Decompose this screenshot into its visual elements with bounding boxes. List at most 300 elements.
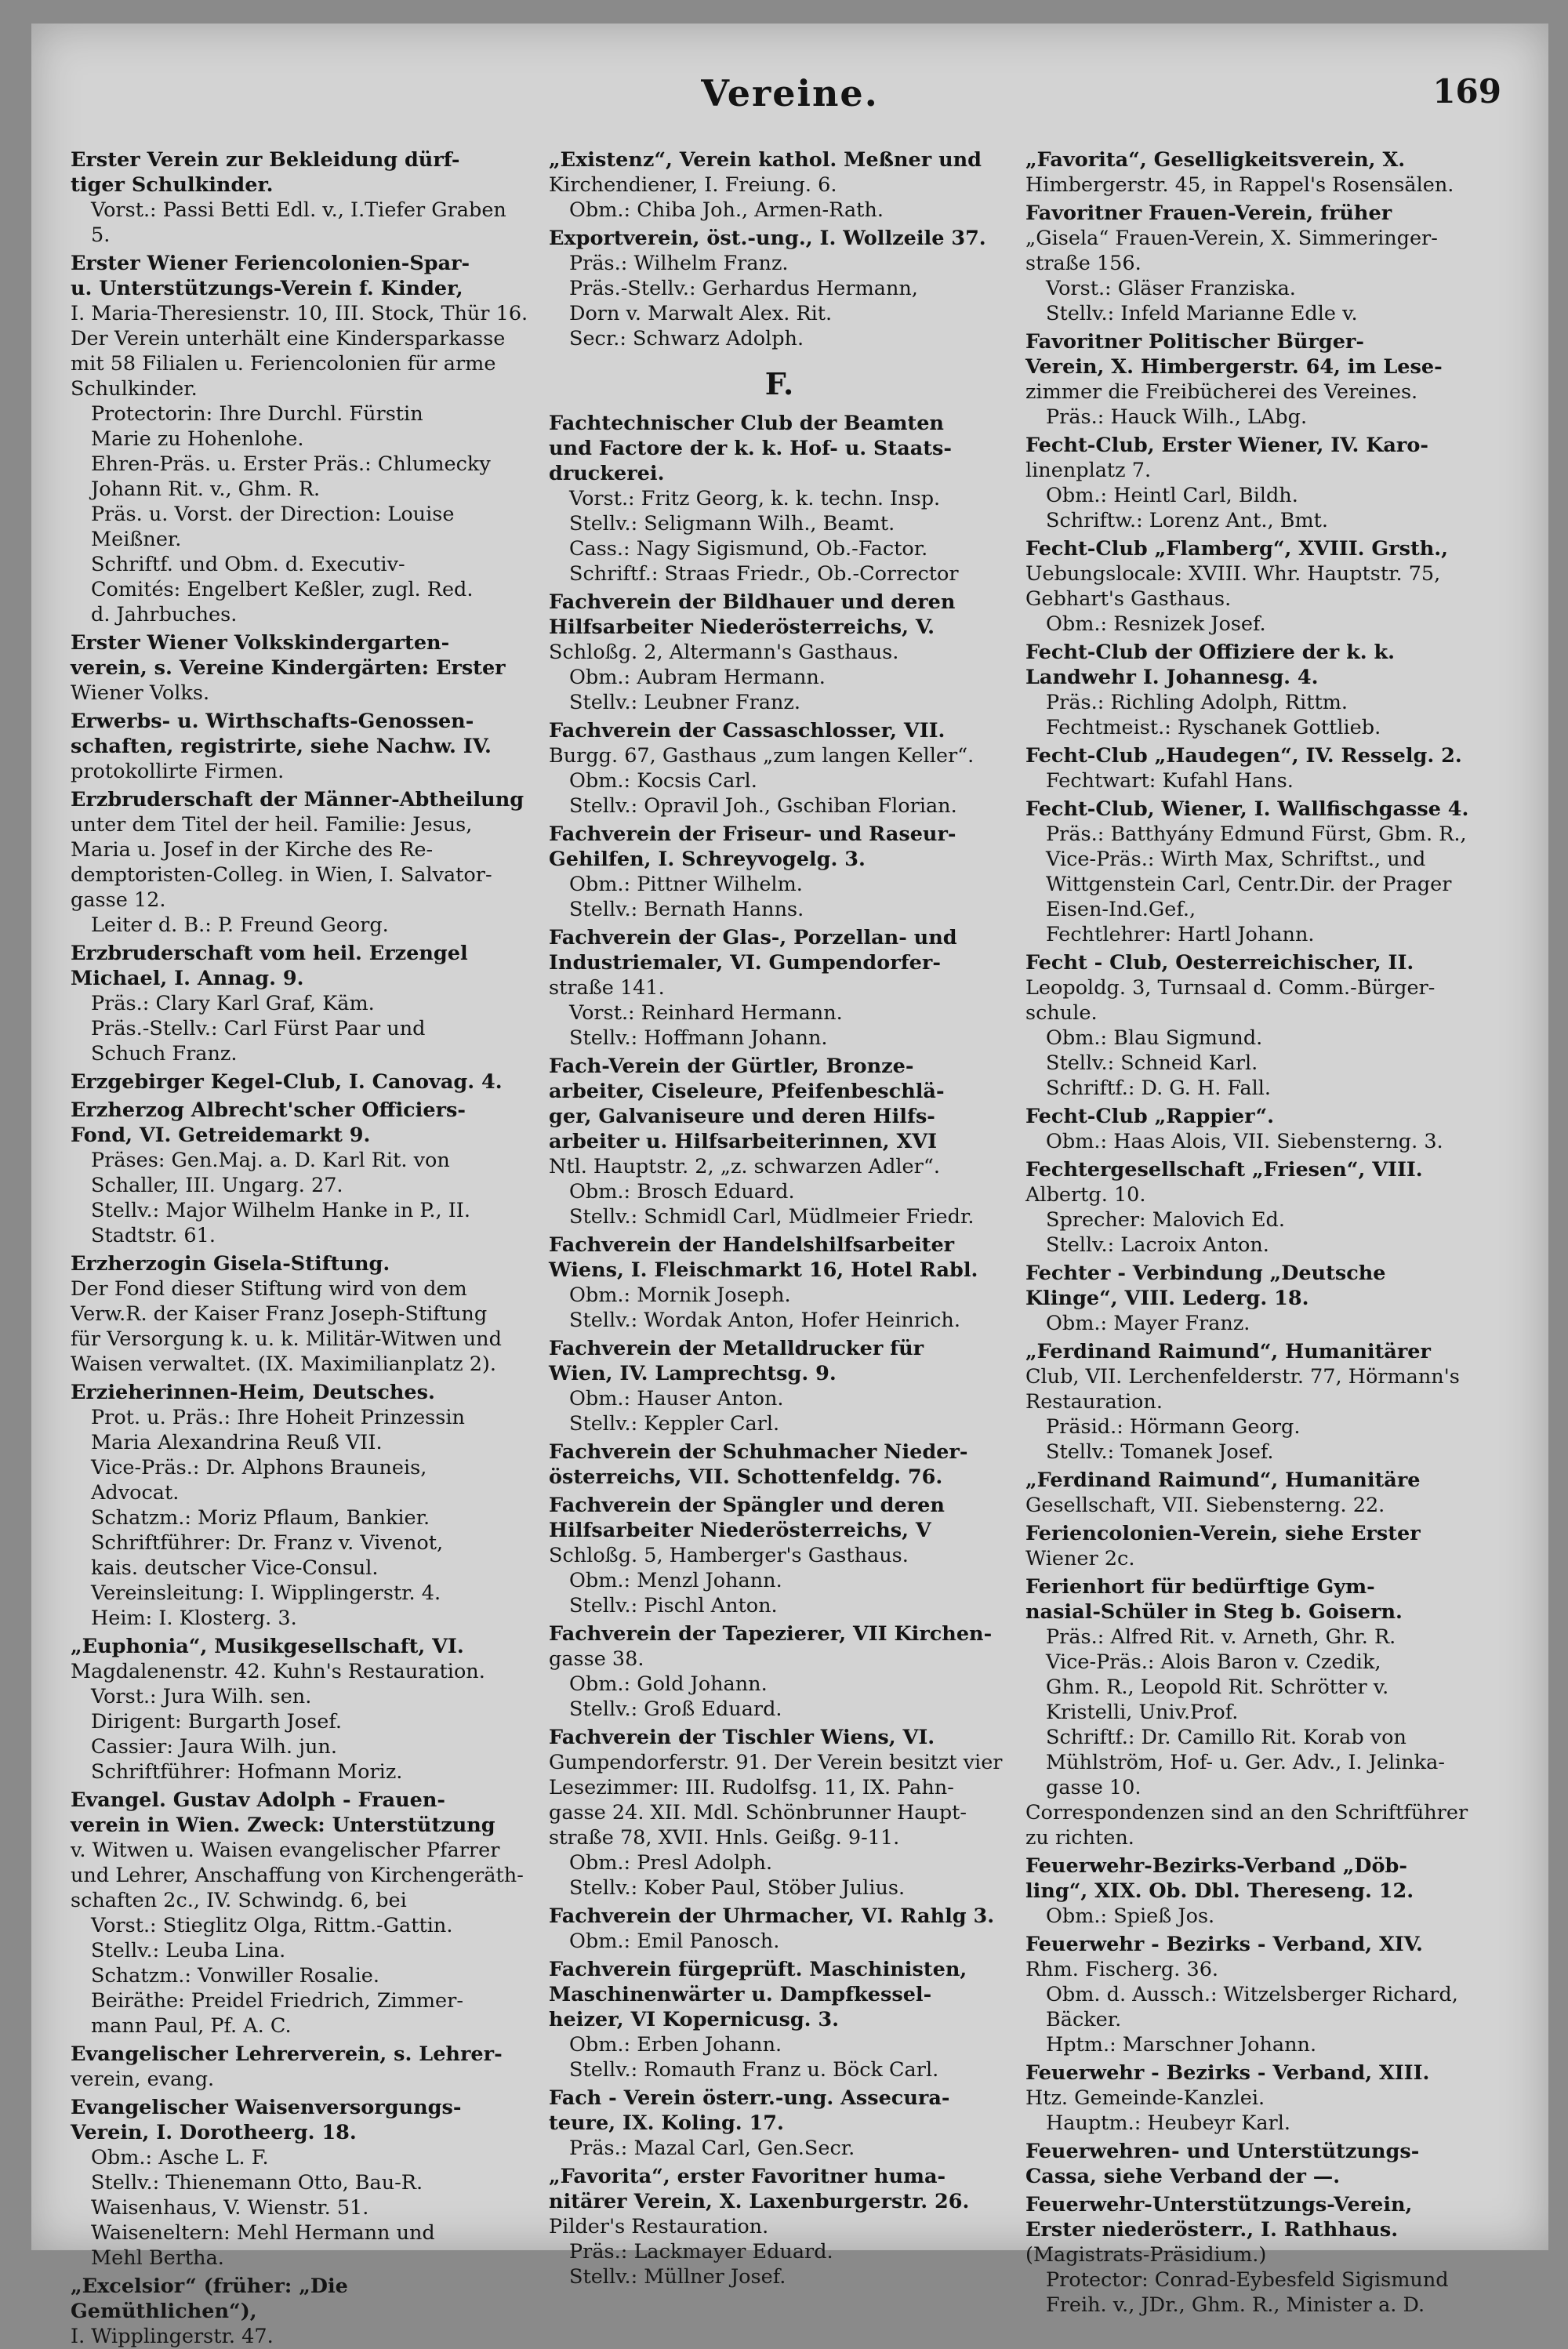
- entry-officer-line: Waiseneltern: Mehl Hermann und: [91, 2221, 435, 2245]
- entry-text-line: für Versorgung k. u. k. Militär-Witwen und: [71, 1327, 502, 1351]
- entry-text-line: linenplatz 7.: [1025, 459, 1152, 482]
- entry-text-line: Ntl. Hauptstr. 2, „z. schwarzen Adler“.: [549, 1155, 940, 1178]
- directory-entry: [1025, 1521, 1486, 1571]
- entry-officer-line: Vorst.: Gläser Franziska.: [1046, 277, 1296, 300]
- entry-officer-line: Präses: Gen.Maj. a. D. Karl Rit. von: [91, 1149, 450, 1172]
- entry-heading-line: Fachverein der Cassaschlosser, VII.: [549, 719, 946, 742]
- entry-heading-line: Fachverein der Spängler und deren: [549, 1494, 945, 1517]
- entry-text-line: Wiener Volks.: [71, 681, 210, 705]
- entry-heading-line: Fecht-Club, Wiener, I. Wallfischgasse 4.: [1025, 797, 1469, 821]
- entry-text-line: schaften 2c., IV. Schwindg. 6, bei: [71, 1889, 407, 1912]
- entry-heading-line: druckerei.: [549, 462, 665, 485]
- entry-officer-line: Vorst.: Passi Betti Edl. v., I.Tiefer Graben 5.: [91, 198, 506, 247]
- column-1: [71, 147, 532, 2348]
- directory-entry: [1025, 1932, 1486, 2057]
- directory-entry: [549, 1233, 1010, 1333]
- entry-heading-line: nasial-Schüler in Steg b. Goisern.: [1025, 1600, 1403, 1624]
- entry-officer-line: Stellv.: Tomanek Josef.: [1046, 1440, 1274, 1464]
- entry-heading-line: Feriencolonien-Verein, siehe Erster: [1025, 1522, 1421, 1545]
- entry-text-line: Der Fond dieser Stiftung wird von dem: [71, 1277, 467, 1301]
- entry-heading-line: Fachverein der Friseur- und Raseur-: [549, 822, 956, 846]
- entry-heading-line: Erster Wiener Feriencolonien-Spar-: [71, 252, 470, 275]
- entry-officer-line: Comités: Engelbert Keßler, zugl. Red.: [91, 578, 474, 601]
- entry-officer-line: Präs.: Alfred Rit. v. Arneth, Ghr. R.: [1046, 1625, 1396, 1649]
- directory-entry: [71, 251, 532, 627]
- entry-heading-line: Gehilfen, I. Schreyvogelg. 3.: [549, 848, 866, 871]
- entry-heading-line: Fachverein der Glas-, Porzellan- und: [549, 926, 957, 949]
- entry-officer-line: Bäcker.: [1046, 2008, 1122, 2031]
- column-2: [549, 147, 1010, 2289]
- entry-officer-line: Präs.: Hauck Wilh., LAbg.: [1046, 405, 1308, 429]
- entry-text-line: „Gisela“ Frauen-Verein, X. Simmeringer-: [1025, 227, 1438, 250]
- entry-text-line: und Lehrer, Anschaffung von Kirchengeräth-: [71, 1864, 524, 1887]
- directory-entry: [71, 1069, 532, 1095]
- entry-officer-line: Stellv.: Groß Eduard.: [569, 1697, 782, 1721]
- entry-officer-line: Präs.-Stellv.: Gerhardus Hermann,: [569, 277, 918, 300]
- entry-heading-line: Fach - Verein österr.-ung. Assecura-: [549, 2086, 950, 2110]
- entry-text-line: protokollirte Firmen.: [71, 760, 285, 783]
- entry-officer-line: Obm.: Chiba Joh., Armen-Rath.: [569, 198, 884, 222]
- entry-officer-line: Schriftf. und Obm. d. Executiv-: [91, 553, 405, 576]
- entry-officer-line: Protectorin: Ihre Durchl. Fürstin: [91, 402, 423, 426]
- entry-heading-line: heizer, VI Kopernicusg. 3.: [549, 2008, 840, 2031]
- entry-officer-line: Präs.: Batthyány Edmund Fürst, Gbm. R.,: [1046, 822, 1467, 846]
- entry-heading-line: ling“, XIX. Ob. Dbl. Thereseng. 12.: [1025, 1879, 1414, 1903]
- entry-officer-line: Meißner.: [91, 528, 182, 551]
- entry-officer-line: Secr.: Schwarz Adolph.: [569, 327, 804, 350]
- directory-entry: [71, 1380, 532, 1631]
- entry-heading-line: Fachverein der Tischler Wiens, VI.: [549, 1726, 935, 1749]
- entry-officer-line: Ghm. R., Leopold Rit. Schrötter v.: [1046, 1676, 1389, 1699]
- entry-text-line: zu richten.: [1025, 1826, 1134, 1850]
- entry-text-line: straße 141.: [549, 976, 665, 1000]
- entry-heading-line: Fechter - Verbindung „Deutsche: [1025, 1262, 1386, 1285]
- entry-heading-line: ger, Galvaniseure und deren Hilfs-: [549, 1105, 935, 1128]
- entry-heading-line: Fechtergesellschaft „Friesen“, VIII.: [1025, 1158, 1423, 1182]
- entry-officer-line: Vorst.: Jura Wilh. sen.: [91, 1685, 312, 1708]
- entry-heading-line: Fecht-Club, Erster Wiener, IV. Karo-: [1025, 434, 1428, 457]
- directory-entry: [549, 822, 1010, 922]
- directory-entry: [1025, 743, 1486, 793]
- directory-entry: [71, 2095, 532, 2271]
- entry-heading-line: nitärer Verein, X. Laxenburgerstr. 26.: [549, 2190, 970, 2213]
- directory-entry: [1025, 2060, 1486, 2136]
- entry-officer-line: Stellv.: Seligmann Wilh., Beamt.: [569, 512, 895, 536]
- entry-text-line: straße 156.: [1025, 252, 1142, 275]
- entry-text-line: v. Witwen u. Waisen evangelischer Pfarrer: [71, 1839, 500, 1862]
- entry-text-line: Burgg. 67, Gasthaus „zum langen Keller“.: [549, 744, 975, 768]
- directory-entry: [71, 1634, 532, 1784]
- entry-text-line: demptoristen-Colleg. in Wien, I. Salvator-: [71, 863, 492, 887]
- entry-heading-line: Klinge“, VIII. Lederg. 18.: [1025, 1287, 1309, 1310]
- entry-heading-line: Exportverein, öst.-ung., I. Wollzeile 37.: [549, 227, 986, 250]
- entry-heading-line: arbeiter u. Hilfsarbeiterinnen, XVI: [549, 1130, 938, 1153]
- entry-text-line: Uebungslocale: XVIII. Whr. Hauptstr. 75,: [1025, 562, 1441, 586]
- entry-officer-line: mann Paul, Pf. A. C.: [91, 2014, 292, 2038]
- entry-officer-line: Obm.: Emil Panosch.: [569, 1930, 780, 1953]
- directory-entry: [549, 1336, 1010, 1436]
- entry-heading-line: Erzherzog Albrecht'scher Officiers-: [71, 1098, 466, 1122]
- entry-heading-line: Fachverein der Bildhauer und deren: [549, 590, 956, 614]
- entry-officer-line: Cassier: Jaura Wilh. jun.: [91, 1735, 337, 1759]
- entry-officer-line: Stellv.: Opravil Joh., Gschiban Florian.: [569, 794, 957, 818]
- entry-officer-line: Obm.: Mayer Franz.: [1046, 1312, 1250, 1335]
- entry-heading-line: Feuerwehren- und Unterstützungs-: [1025, 2140, 1420, 2163]
- entry-officer-line: Präs.: Richling Adolph, Rittm.: [1046, 691, 1348, 714]
- directory-entry: [549, 2086, 1010, 2161]
- entry-officer-line: Johann Rit. v., Ghm. R.: [91, 477, 321, 501]
- directory-entry: [1025, 1853, 1486, 1929]
- entry-heading-line: Evangel. Gustav Adolph - Frauen-: [71, 1788, 446, 1812]
- entry-heading-line: „Ferdinand Raimund“, Humanitärer: [1025, 1340, 1431, 1363]
- directory-entry: [1025, 147, 1486, 198]
- entry-officer-line: Leiter d. B.: P. Freund Georg.: [91, 913, 389, 937]
- entry-heading-line: Fond, VI. Getreidemarkt 9.: [71, 1124, 371, 1147]
- entry-officer-line: gasse 10.: [1046, 1776, 1142, 1799]
- directory-entry: [71, 709, 532, 784]
- entry-heading-line: Fecht-Club „Haudegen“, IV. Resselg. 2.: [1025, 744, 1462, 768]
- entry-officer-line: Obm.: Presl Adolph.: [569, 1851, 773, 1875]
- entry-officer-line: Vereinsleitung: I. Wipplingerstr. 4.: [91, 1581, 441, 1605]
- entry-text-line: Rhm. Fischerg. 36.: [1025, 1958, 1219, 1981]
- entry-text-line: Schloßg. 2, Altermann's Gasthaus.: [549, 641, 899, 664]
- entry-officer-line: Schuch Franz.: [91, 1042, 238, 1066]
- entry-heading-line: Fecht-Club „Rappier“.: [1025, 1105, 1275, 1128]
- entry-heading-line: „Euphonia“, Musikgesellschaft, VI.: [71, 1635, 464, 1658]
- entry-officer-line: Obm.: Heintl Carl, Bildh.: [1046, 484, 1298, 507]
- column-3: [1025, 147, 1486, 2317]
- entry-text-line: Gebhart's Gasthaus.: [1025, 587, 1232, 611]
- entry-text-line: I. Wipplingerstr. 47.: [71, 2325, 274, 2348]
- entry-heading-line: Erster Verein zur Bekleidung dürf-: [71, 148, 460, 172]
- entry-officer-line: kais. deutscher Vice-Consul.: [91, 1556, 379, 1580]
- entry-text-line: Waisen verwaltet. (IX. Maximilianplatz 2).: [71, 1352, 496, 1376]
- entry-text-line: unter dem Titel der heil. Familie: Jesus,: [71, 813, 473, 837]
- running-head: Vereine.: [701, 72, 879, 114]
- entry-heading-line: Erster Wiener Volkskindergarten-: [71, 631, 450, 655]
- entry-officer-line: Präsid.: Hörmann Georg.: [1046, 1415, 1301, 1439]
- entry-officer-line: Stellv.: Lacroix Anton.: [1046, 1233, 1269, 1257]
- entry-heading-line: tiger Schulkinder.: [71, 173, 274, 197]
- entry-officer-line: Obm.: Menzl Johann.: [569, 1569, 782, 1592]
- directory-entry: [1025, 1104, 1486, 1154]
- entry-officer-line: Stellv.: Bernath Hanns.: [569, 898, 804, 921]
- entry-officer-line: Obm.: Erben Johann.: [569, 2033, 782, 2057]
- entry-heading-line: Fachverein der Tapezierer, VII Kirchen-: [549, 1622, 993, 1646]
- entry-heading-line: Erzbruderschaft vom heil. Erzengel: [71, 942, 468, 965]
- entry-officer-line: Advocat.: [91, 1481, 180, 1505]
- directory-entry: [1025, 1574, 1486, 1850]
- entry-officer-line: Waisenhaus, V. Wienstr. 51.: [91, 2196, 369, 2220]
- entry-officer-line: Obm.: Asche L. F.: [91, 2146, 269, 2169]
- directory-entry: [71, 630, 532, 706]
- directory-entry: [549, 1621, 1010, 1722]
- entry-text-line: gasse 24. XII. Mdl. Schönbrunner Haupt-: [549, 1801, 967, 1824]
- directory-entry: [549, 411, 1010, 586]
- entry-officer-line: Stellv.: Wordak Anton, Hofer Heinrich.: [569, 1309, 960, 1332]
- entry-heading-line: „Excelsior“ (früher: „Die Gemüthlichen“),: [71, 2275, 348, 2323]
- entry-officer-line: Stellv.: Schmidl Carl, Müdlmeier Friedr.: [569, 1205, 975, 1229]
- directory-entry: [1025, 2192, 1486, 2318]
- directory-entry: [549, 718, 1010, 819]
- directory-entry: [1025, 950, 1486, 1101]
- entry-text-line: Restauration.: [1025, 1390, 1163, 1414]
- entry-officer-line: Vorst.: Stieglitz Olga, Rittm.-Gattin.: [91, 1914, 453, 1937]
- directory-entry: [71, 787, 532, 938]
- entry-heading-line: Landwehr I. Johannesg. 4.: [1025, 666, 1319, 689]
- directory-entry: [549, 1054, 1010, 1229]
- entry-text-line: Maria u. Josef in der Kirche des Re-: [71, 838, 434, 862]
- entry-text-line: Der Verein unterhält eine Kindersparkasse: [71, 327, 506, 350]
- directory-entry: [549, 1440, 1010, 1490]
- entry-officer-line: Stellv.: Müllner Josef.: [569, 2265, 786, 2289]
- entry-officer-line: Vice-Präs.: Wirth Max, Schriftst., und: [1046, 848, 1426, 871]
- entry-officer-line: Stellv.: Hoffmann Johann.: [569, 1026, 828, 1050]
- entry-officer-line: Freih. v., JDr., Ghm. R., Minister a. D.: [1046, 2293, 1425, 2317]
- entry-officer-line: Obm.: Pittner Wilhelm.: [569, 873, 803, 896]
- entry-officer-line: d. Jahrbuches.: [91, 603, 238, 626]
- page: [31, 24, 1548, 2348]
- entry-heading-line: „Ferdinand Raimund“, Humanitäre: [1025, 1469, 1421, 1492]
- entry-text-line: gasse 38.: [549, 1647, 644, 1671]
- entry-text-line: I. Maria-Theresienstr. 10, III. Stock, Thür 16.: [71, 302, 528, 325]
- entry-heading-line: Fecht - Club, Oesterreichischer, II.: [1025, 951, 1414, 975]
- entry-officer-line: Obm.: Aubram Hermann.: [569, 666, 826, 689]
- entry-text-line: Htz. Gemeinde-Kanzlei.: [1025, 2086, 1265, 2110]
- entry-heading-line: Fecht-Club „Flamberg“, XVIII. Grsth.,: [1025, 537, 1449, 561]
- entry-heading-line: Erster niederösterr., I. Rathhaus.: [1025, 2218, 1399, 2242]
- directory-entry: [71, 147, 532, 248]
- entry-heading-line: Fachverein der Metalldrucker für: [549, 1337, 924, 1360]
- entry-officer-line: Dorn v. Marwalt Alex. Rit.: [569, 302, 833, 325]
- entry-officer-line: Obm. d. Aussch.: Witzelsberger Richard,: [1046, 1983, 1458, 2006]
- entry-officer-line: Kristelli, Univ.Prof.: [1046, 1701, 1239, 1724]
- entry-text-line: Lesezimmer: III. Rudolfsg. 11, IX. Pahn-: [549, 1776, 954, 1799]
- entry-officer-line: Heim: I. Klosterg. 3.: [91, 1607, 297, 1630]
- entry-officer-line: Stellv.: Infeld Marianne Edle v.: [1046, 302, 1358, 325]
- entry-officer-line: Sprecher: Malovich Ed.: [1046, 1208, 1285, 1232]
- entry-officer-line: Stellv.: Kober Paul, Stöber Julius.: [569, 1876, 906, 1900]
- directory-entry: [1025, 1261, 1486, 1336]
- directory-entry: [71, 941, 532, 1066]
- entry-heading-line: Ferienhort für bedürftige Gym-: [1025, 1575, 1375, 1599]
- directory-entry: [549, 590, 1010, 715]
- directory-entry: [549, 1904, 1010, 1954]
- entry-heading-line: Favoritner Frauen-Verein, früher: [1025, 201, 1392, 225]
- entry-text-line: Albertg. 10.: [1025, 1183, 1146, 1207]
- entry-text-line: Magdalenenstr. 42. Kuhn's Restauration.: [71, 1660, 485, 1683]
- entry-officer-line: Obm.: Mornik Joseph.: [569, 1283, 791, 1307]
- entry-officer-line: Vice-Präs.: Alois Baron v. Czedik,: [1046, 1650, 1381, 1674]
- directory-entry: [71, 2274, 532, 2349]
- entry-text-line: gasse 12.: [71, 888, 166, 912]
- directory-entry: [71, 1098, 532, 1248]
- directory-entry: [549, 2164, 1010, 2289]
- entry-heading-line: Feuerwehr-Unterstützungs-Verein,: [1025, 2193, 1413, 2216]
- directory-entry: [1025, 1157, 1486, 1258]
- entry-officer-line: Schatzm.: Vonwiller Rosalie.: [91, 1964, 379, 1988]
- entry-officer-line: Präs.: Mazal Carl, Gen.Secr.: [569, 2137, 855, 2160]
- entry-heading-line: Feuerwehr - Bezirks - Verband, XIV.: [1025, 1933, 1423, 1956]
- entry-heading-line: „Existenz“, Verein kathol. Meßner und: [549, 148, 982, 172]
- entry-heading-line: Feuerwehr-Bezirks-Verband „Döb-: [1025, 1854, 1407, 1878]
- entry-heading-line: u. Unterstützungs-Verein f. Kinder,: [71, 277, 463, 300]
- entry-heading-line: Wiens, I. Fleischmarkt 16, Hotel Rabl.: [549, 1258, 978, 1282]
- entry-officer-line: Obm.: Spieß Jos.: [1046, 1904, 1215, 1928]
- directory-entry: [549, 925, 1010, 1051]
- entry-heading-line: Fecht-Club der Offiziere der k. k.: [1025, 641, 1396, 664]
- entry-officer-line: Stellv.: Keppler Carl.: [569, 1412, 780, 1436]
- entry-heading-line: Verein, I. Dorotheerg. 18.: [71, 2121, 357, 2144]
- directory-entry: [1025, 2139, 1486, 2189]
- entry-text-line: Schulkinder.: [71, 377, 198, 401]
- entry-officer-line: Schriftf.: D. G. H. Fall.: [1046, 1076, 1271, 1100]
- entry-officer-line: Stellv.: Pischl Anton.: [569, 1594, 778, 1617]
- directory-entry: [1025, 536, 1486, 637]
- directory-entry: [549, 1725, 1010, 1901]
- entry-text-line: Verw.R. der Kaiser Franz Joseph-Stiftung: [71, 1302, 488, 1326]
- entry-officer-line: Präs.: Wilhelm Franz.: [569, 252, 789, 275]
- entry-text-line: mit 58 Filialen u. Feriencolonien für arme: [71, 352, 496, 376]
- entry-officer-line: Obm.: Gold Johann.: [569, 1672, 768, 1696]
- entry-heading-line: Verein, X. Himbergerstr. 64, im Lese-: [1025, 355, 1443, 379]
- entry-heading-line: Erzgebirger Kegel-Club, I. Canovag. 4.: [71, 1070, 503, 1094]
- entry-heading-line: „Favorita“, Geselligkeitsverein, X.: [1025, 148, 1406, 172]
- directory-entry: [549, 226, 1010, 351]
- entry-heading-line: Fachverein der Schuhmacher Nieder-: [549, 1440, 968, 1464]
- entry-heading-line: arbeiter, Ciseleure, Pfeifenbeschlä-: [549, 1080, 945, 1103]
- entry-heading-line: Erzbruderschaft der Männer-Abtheilung: [71, 788, 524, 811]
- entry-officer-line: Stellv.: Leubner Franz.: [569, 691, 800, 714]
- entry-officer-line: Cass.: Nagy Sigismund, Ob.-Factor.: [569, 537, 928, 561]
- entry-officer-line: Ehren-Präs. u. Erster Präs.: Chlumecky: [91, 452, 491, 476]
- entry-heading-line: Feuerwehr - Bezirks - Verband, XIII.: [1025, 2061, 1430, 2085]
- entry-officer-line: Vorst.: Fritz Georg, k. k. techn. Insp.: [569, 487, 941, 510]
- entry-officer-line: Obm.: Brosch Eduard.: [569, 1180, 795, 1204]
- entry-officer-line: Obm.: Blau Sigmund.: [1046, 1026, 1263, 1050]
- entry-officer-line: Obm.: Haas Alois, VII. Siebensterng. 3.: [1046, 1130, 1443, 1153]
- entry-heading-line: Hilfsarbeiter Niederösterreichs, V.: [549, 615, 935, 639]
- entry-text-line: zimmer die Freibücherei des Vereines.: [1025, 380, 1418, 404]
- entry-officer-line: Eisen-Ind.Gef.,: [1046, 898, 1196, 921]
- entry-officer-line: Stellv.: Major Wilhelm Hanke in P., II.: [91, 1199, 470, 1222]
- directory-entry: [71, 1788, 532, 2039]
- entry-officer-line: Mühlström, Hof- u. Ger. Adv., I. Jelinka-: [1046, 1751, 1445, 1774]
- entry-officer-line: Obm.: Hauser Anton.: [569, 1387, 784, 1410]
- entry-text-line: Schloßg. 5, Hamberger's Gasthaus.: [549, 1544, 909, 1567]
- entry-officer-line: Stellv.: Thienemann Otto, Bau-R.: [91, 2171, 423, 2195]
- entry-heading-line: österreichs, VII. Schottenfeldg. 76.: [549, 1465, 943, 1489]
- entry-heading-line: Favoritner Politischer Bürger-: [1025, 330, 1364, 354]
- entry-text-line: Leopoldg. 3, Turnsaal d. Comm.-Bürger-: [1025, 976, 1436, 1000]
- entry-officer-line: Mehl Bertha.: [91, 2246, 224, 2270]
- entry-officer-line: Präs. u. Vorst. der Direction: Louise: [91, 503, 455, 526]
- entry-officer-line: Schriftführer: Dr. Franz v. Vivenot,: [91, 1531, 444, 1555]
- entry-heading-line: Fachverein fürgeprüft. Maschinisten,: [549, 1958, 967, 1981]
- entry-heading-line: Erzieherinnen-Heim, Deutsches.: [71, 1381, 435, 1404]
- entry-officer-line: Stellv.: Leuba Lina.: [91, 1939, 286, 1962]
- entry-officer-line: Präs.-Stellv.: Carl Fürst Paar und: [91, 1017, 426, 1040]
- directory-entry: [71, 1251, 532, 1377]
- entry-officer-line: Schriftw.: Lorenz Ant., Bmt.: [1046, 509, 1329, 532]
- entry-heading-line: Maschinenwärter u. Dampfkessel-: [549, 1983, 932, 2006]
- directory-entry: [549, 1957, 1010, 2082]
- entry-heading-line: Erzherzogin Gisela-Stiftung.: [71, 1252, 390, 1276]
- entry-officer-line: Marie zu Hohenlohe.: [91, 427, 304, 451]
- entry-text-line: Wiener 2c.: [1025, 1547, 1135, 1570]
- entry-text-line: Club, VII. Lerchenfelderstr. 77, Hörmann's: [1025, 1365, 1460, 1389]
- entry-officer-line: Dirigent: Burgarth Josef.: [91, 1710, 342, 1734]
- entry-heading-line: verein in Wien. Zweck: Unterstützung: [71, 1813, 495, 1837]
- entry-officer-line: Fechtmeist.: Ryschanek Gottlieb.: [1046, 716, 1381, 739]
- entry-text-line: verein, evang.: [71, 2068, 215, 2091]
- directory-entry: [1025, 329, 1486, 430]
- directory-entry: [1025, 201, 1486, 326]
- entry-officer-line: Wittgenstein Carl, Centr.Dir. der Prager: [1046, 873, 1452, 896]
- entry-officer-line: Protector: Conrad-Eybesfeld Sigismund: [1046, 2268, 1449, 2292]
- directory-entry: [1025, 1339, 1486, 1465]
- entry-officer-line: Hauptm.: Heubeyr Karl.: [1046, 2111, 1290, 2135]
- section-letter: F.: [764, 366, 794, 401]
- entry-heading-line: Industriemaler, VI. Gumpendorfer-: [549, 951, 941, 975]
- entry-text-line: straße 78, XVII. Hnls. Geißg. 9-11.: [549, 1826, 900, 1850]
- entry-text-line: Correspondenzen sind an den Schriftführer: [1025, 1801, 1468, 1824]
- entry-officer-line: Präs.: Lackmayer Eduard.: [569, 2240, 833, 2264]
- page-number: 169: [1432, 72, 1501, 111]
- entry-officer-line: Schriftf.: Dr. Camillo Rit. Korab von: [1046, 1726, 1406, 1749]
- entry-officer-line: Vorst.: Reinhard Hermann.: [569, 1001, 843, 1025]
- directory-entry: [549, 1493, 1010, 1618]
- directory-entry: [549, 147, 1010, 223]
- directory-entry: [1025, 797, 1486, 947]
- entry-heading-line: Fachverein der Handelshilfsarbeiter: [549, 1233, 955, 1257]
- entry-officer-line: Stellv.: Romauth Franz u. Böck Carl.: [569, 2058, 939, 2082]
- entry-heading-line: Fachtechnischer Club der Beamten: [549, 412, 944, 435]
- entry-text-line: Himbergerstr. 45, in Rappel's Rosensälen.: [1025, 173, 1454, 197]
- entry-heading-line: Michael, I. Annag. 9.: [71, 967, 304, 990]
- entry-text-line: schule.: [1025, 1001, 1098, 1025]
- entry-officer-line: Maria Alexandrina Reuß VII.: [91, 1431, 383, 1454]
- entry-heading-line: Cassa, siehe Verband der —.: [1025, 2165, 1341, 2188]
- entry-officer-line: Fechtlehrer: Hartl Johann.: [1046, 923, 1315, 946]
- entry-officer-line: Schatzm.: Moriz Pflaum, Bankier.: [91, 1506, 430, 1530]
- entry-officer-line: Schaller, III. Ungarg. 27.: [91, 1174, 343, 1197]
- entry-officer-line: Fechtwart: Kufahl Hans.: [1046, 769, 1294, 793]
- entry-officer-line: Beiräthe: Preidel Friedrich, Zimmer-: [91, 1989, 463, 2013]
- entry-officer-line: Stellv.: Schneid Karl.: [1046, 1051, 1258, 1075]
- entry-heading-line: Evangelischer Waisenversorgungs-: [71, 2096, 462, 2119]
- entry-text-line: Pilder's Restauration.: [549, 2215, 769, 2238]
- entry-heading-line: schaften, registrirte, siehe Nachw. IV.: [71, 735, 492, 758]
- directory-entry: [1025, 433, 1486, 533]
- entry-heading-line: „Favorita“, erster Favoritner huma-: [549, 2165, 946, 2188]
- entry-heading-line: Fachverein der Uhrmacher, VI. Rahlg 3.: [549, 1904, 995, 1928]
- entry-text-line: Gesellschaft, VII. Siebensterng. 22.: [1025, 1494, 1385, 1517]
- entry-officer-line: Obm.: Resnizek Josef.: [1046, 612, 1266, 636]
- entry-text-line: Kirchendiener, I. Freiung. 6.: [549, 173, 837, 197]
- entry-heading-line: verein, s. Vereine Kindergärten: Erster: [71, 656, 506, 680]
- entry-heading-line: teure, IX. Koling. 17.: [549, 2111, 784, 2135]
- entry-officer-line: Stadtstr. 61.: [91, 1224, 216, 1247]
- entry-officer-line: Schriftf.: Straas Friedr., Ob.-Corrector: [569, 562, 959, 586]
- entry-officer-line: Obm.: Kocsis Carl.: [569, 769, 757, 793]
- directory-entry: [71, 2042, 532, 2092]
- entry-officer-line: Vice-Präs.: Dr. Alphons Brauneis,: [91, 1456, 427, 1479]
- directory-entry: [1025, 640, 1486, 740]
- entry-officer-line: Präs.: Clary Karl Graf, Käm.: [91, 992, 375, 1015]
- entry-heading-line: Fach-Verein der Gürtler, Bronze-: [549, 1055, 914, 1078]
- entry-heading-line: Wien, IV. Lamprechtsg. 9.: [549, 1362, 837, 1385]
